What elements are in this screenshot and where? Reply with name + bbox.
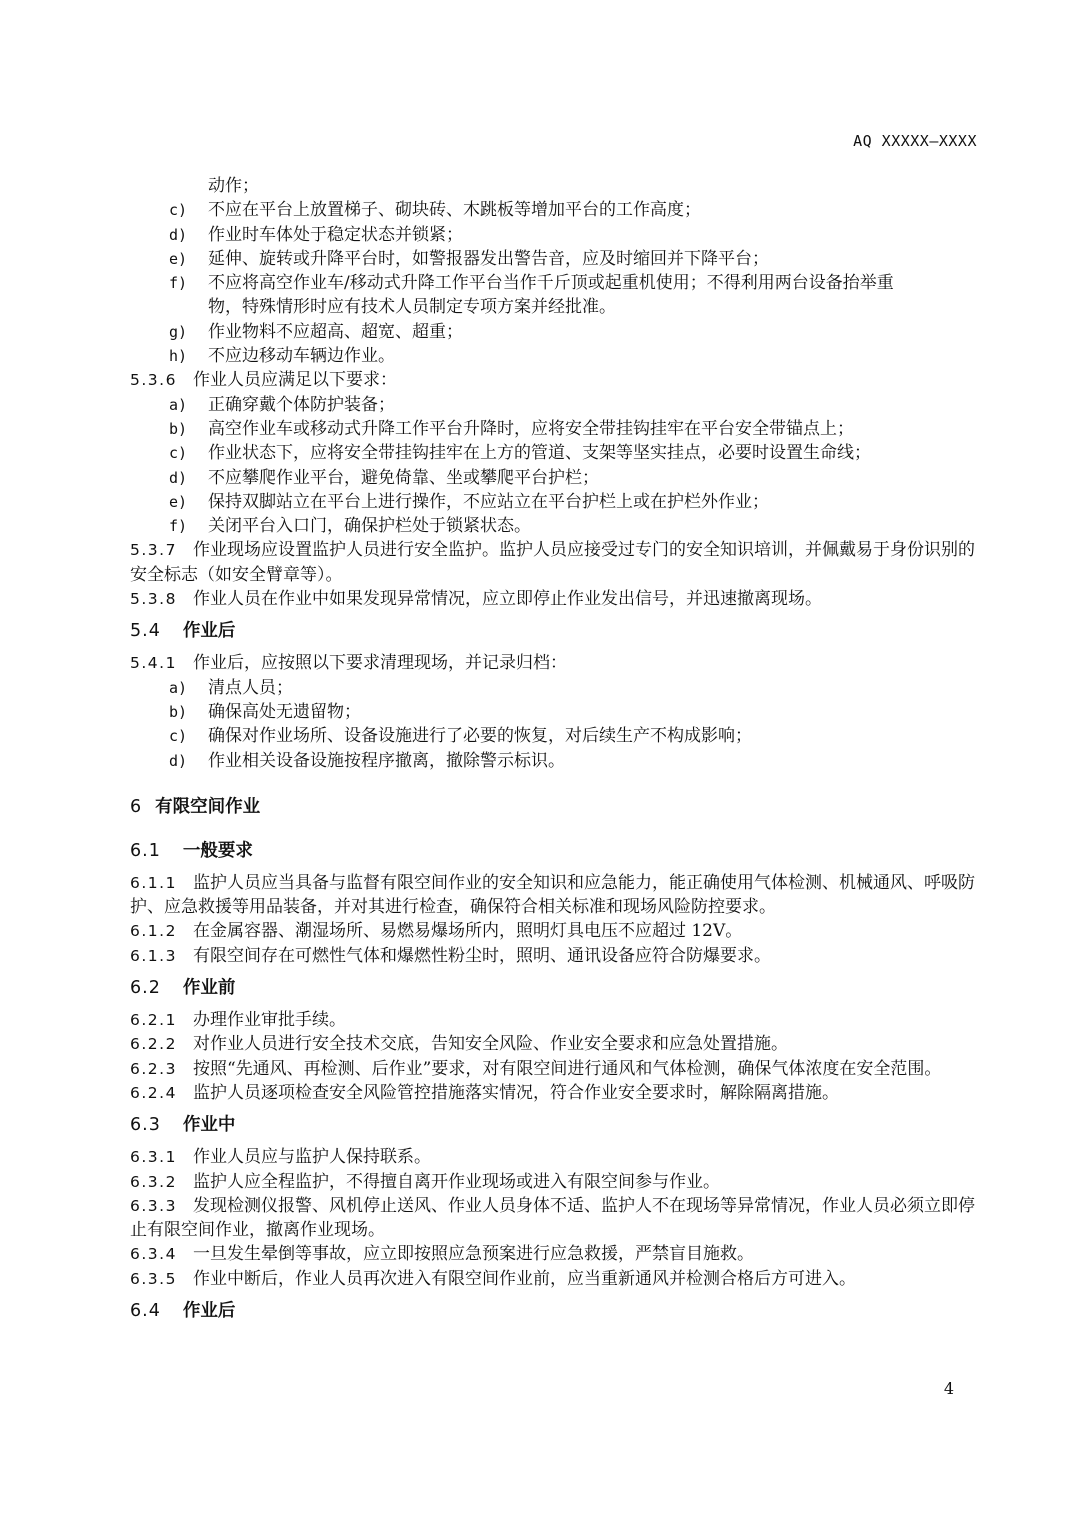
clause-paragraph: [130, 1170, 978, 1194]
list-item: [130, 198, 978, 222]
heading-number: 6.1: [130, 840, 161, 861]
clause-text: 作业人员应满足以下要求：: [192, 370, 397, 391]
list-item-text: 不应将高空作业车/移动式升降工作平台当作千斤顶或起重机使用；不得利用两台设备抬举重: [208, 273, 894, 294]
clause-number: 6.2.4: [130, 1083, 177, 1102]
heading-text: 作业中: [182, 1115, 236, 1136]
list-item-text: 延伸、旋转或升降平台时，如警报器发出警告音，应及时缩回并下降平台；: [208, 248, 769, 269]
clause-number: 6.2.2: [130, 1035, 177, 1054]
clause-paragraph: [130, 1145, 978, 1169]
heading-number: 6.3: [130, 1115, 161, 1136]
clause-number: 6.1.3: [130, 946, 177, 965]
list-item-label: d): [169, 751, 188, 770]
clause-text: 作业后，应按照以下要求清理现场，并记录归档：: [192, 653, 567, 674]
clause-paragraph: [130, 1242, 978, 1266]
clause-paragraph: [130, 538, 978, 587]
page-number: 4: [943, 1379, 954, 1398]
clause-paragraph: [130, 871, 978, 920]
list-item-label: h): [169, 347, 188, 366]
list-item: [130, 749, 978, 773]
clause-paragraph: [130, 919, 978, 943]
list-item-label: e): [169, 249, 188, 268]
list-item-label: b): [169, 702, 188, 721]
heading-number: 6.2: [130, 978, 161, 999]
list-item-label: f): [169, 274, 188, 293]
list-item-text: 高空作业车或移动式升降工作平台升降时，应将安全带挂钩挂牢在平台安全带锚点上；: [208, 418, 854, 439]
clause-text: 作业人员应与监护人保持联系。: [192, 1147, 431, 1168]
heading-text: 作业前: [182, 978, 236, 999]
clause-paragraph: [130, 1057, 978, 1081]
list-item: [130, 417, 978, 441]
clause-number: 6.2.1: [130, 1011, 177, 1030]
clause-paragraph: [130, 1081, 978, 1105]
list-item-continuation: 物，特殊情形时应有技术人员制定专项方案并经批准。: [208, 297, 616, 318]
list-item-text: 确保对作业场所、设备设施进行了必要的恢复，对后续生产不构成影响；: [208, 726, 752, 747]
clause-number: 5.4.1: [130, 654, 177, 673]
list-item-label: d): [169, 225, 188, 244]
clause-paragraph: [130, 1032, 978, 1056]
clause-text: 一旦发生晕倒等事故，应立即按照应急预案进行应急救援，严禁盲目施救。: [192, 1244, 754, 1265]
list-item: [130, 466, 978, 490]
list-item-text: 关闭平台入口门，确保护栏处于锁紧状态。: [208, 516, 531, 537]
clause-paragraph: [130, 944, 978, 968]
section-heading: [130, 976, 978, 1000]
document-code-header: AQ XXXXX—XXXX: [853, 132, 977, 150]
heading-number: 6: [130, 796, 142, 817]
clause-paragraph: [130, 587, 978, 611]
list-item-text: 不应攀爬作业平台，避免倚靠、坐或攀爬平台护栏；: [208, 467, 599, 488]
heading-number: 6.4: [130, 1300, 161, 1321]
clause-text: 对作业人员进行安全技术交底，告知安全风险、作业安全要求和应急处置措施。: [192, 1034, 788, 1055]
clause-text: 按照“先通风、再检测、后作业”要求，对有限空间进行通风和气体检测，确保气体浓度在安全范围。: [192, 1058, 942, 1079]
clause-paragraph: [130, 651, 978, 675]
list-item-text: 保持双脚站立在平台上进行操作，不应站立在平台护栏上或在护栏外作业；: [208, 491, 769, 512]
clause-text: 作业现场应设置监护人员进行安全监护。监护人员应接受过专门的安全知识培训，并佩戴易于身份识别的安全标志（如安全臂章等）。: [130, 540, 975, 585]
clause-number: 6.3.2: [130, 1172, 177, 1191]
document-body: [130, 174, 978, 1331]
list-item-text: 不应边移动车辆边作业。: [208, 346, 395, 367]
list-item-text: 正确穿戴个体防护装备；: [208, 394, 395, 415]
list-item-text: 不应在平台上放置梯子、砌块砖、木跳板等增加平台的工作高度；: [208, 200, 701, 221]
section-heading: [130, 619, 978, 643]
clause-number: 6.1.1: [130, 873, 177, 892]
clause-text: 监护人员逐项检查安全风险管控措施落实情况，符合作业安全要求时，解除隔离措施。: [192, 1082, 839, 1103]
list-item-label: a): [169, 395, 188, 414]
heading-text: 作业后: [182, 1300, 236, 1321]
list-item: [130, 514, 978, 538]
list-item-label: c): [169, 727, 188, 746]
list-item-label: c): [169, 444, 188, 463]
list-item-text: 作业物料不应超高、超宽、超重；: [208, 321, 463, 342]
clause-paragraph: [130, 1194, 978, 1243]
list-item: [130, 320, 978, 344]
list-item-label: d): [169, 468, 188, 487]
clause-paragraph: [130, 368, 978, 392]
clause-number: 5.3.7: [130, 541, 177, 560]
chapter-heading: [130, 795, 978, 819]
heading-text: 有限空间作业: [155, 796, 261, 817]
clause-number: 6.3.4: [130, 1245, 177, 1264]
section-heading: [130, 1299, 978, 1323]
clause-text: 发现检测仪报警、风机停止送风、作业人员身体不适、监护人不在现场等异常情况，作业人员必须立即停止有限空间作业，撤离作业现场。: [130, 1195, 975, 1241]
list-item: [130, 700, 978, 724]
list-item: [130, 344, 978, 368]
list-item-continuation: 动作；: [208, 176, 259, 196]
list-item-text: 清点人员；: [208, 677, 293, 698]
list-item: [130, 271, 978, 295]
section-heading: [130, 1113, 978, 1137]
list-item: [130, 223, 978, 247]
clause-number: 6.1.2: [130, 922, 177, 941]
list-item-text: 确保高处无遗留物；: [208, 701, 361, 722]
list-item: [130, 441, 978, 465]
list-item-label: b): [169, 419, 188, 438]
clause-text: 有限空间存在可燃性气体和爆燃性粉尘时，照明、通讯设备应符合防爆要求。: [192, 945, 771, 966]
list-item: [130, 393, 978, 417]
list-item-label: g): [169, 322, 188, 341]
list-item: [130, 247, 978, 271]
heading-number: 5.4: [130, 621, 161, 642]
clause-text: 作业中断后，作业人员再次进入有限空间作业前，应当重新通风并检测合格后方可进入。: [192, 1268, 856, 1289]
list-item-text: 作业时车体处于稳定状态并锁紧；: [208, 224, 463, 245]
clause-number: 5.3.8: [130, 590, 177, 609]
clause-paragraph: [130, 1267, 978, 1291]
clause-text: 办理作业审批手续。: [192, 1010, 346, 1031]
list-item-text: 作业相关设备设施按程序撤离，撤除警示标识。: [208, 750, 565, 771]
clause-paragraph: [130, 1008, 978, 1032]
clause-number: 5.3.6: [130, 371, 177, 390]
clause-number: 6.3.5: [130, 1269, 177, 1288]
list-item-label: f): [169, 517, 188, 536]
clause-text: 监护人应全程监护，不得擅自离开作业现场或进入有限空间参与作业。: [192, 1171, 720, 1192]
clause-number: 6.3.1: [130, 1148, 177, 1167]
clause-number: 6.2.3: [130, 1059, 177, 1078]
clause-text: 监护人员应当具备与监督有限空间作业的安全知识和应急能力，能正确使用气体检测、机械通风、呼吸防护、应急救援等用品装备，并对其进行检查，确保符合相关标准和现场风险防控要求。: [130, 872, 975, 918]
list-item-label: e): [169, 492, 188, 511]
clause-number: 6.3.3: [130, 1196, 177, 1215]
list-item: [130, 724, 978, 748]
heading-text: 一般要求: [182, 840, 253, 861]
list-item-label: a): [169, 678, 188, 697]
clause-text: 在金属容器、潮湿场所、易燃易爆场所内，照明灯具电压不应超过 12V。: [192, 921, 743, 942]
list-item: [130, 676, 978, 700]
list-item-text: 作业状态下，应将安全带挂钩挂牢在上方的管道、支架等坚实挂点，必要时设置生命线；: [208, 443, 871, 464]
list-item-label: c): [169, 201, 188, 220]
clause-text: 作业人员在作业中如果发现异常情况，应立即停止作业发出信号，并迅速撤离现场。: [192, 589, 822, 610]
heading-text: 作业后: [182, 621, 236, 642]
section-heading: [130, 839, 978, 863]
list-item: [130, 490, 978, 514]
